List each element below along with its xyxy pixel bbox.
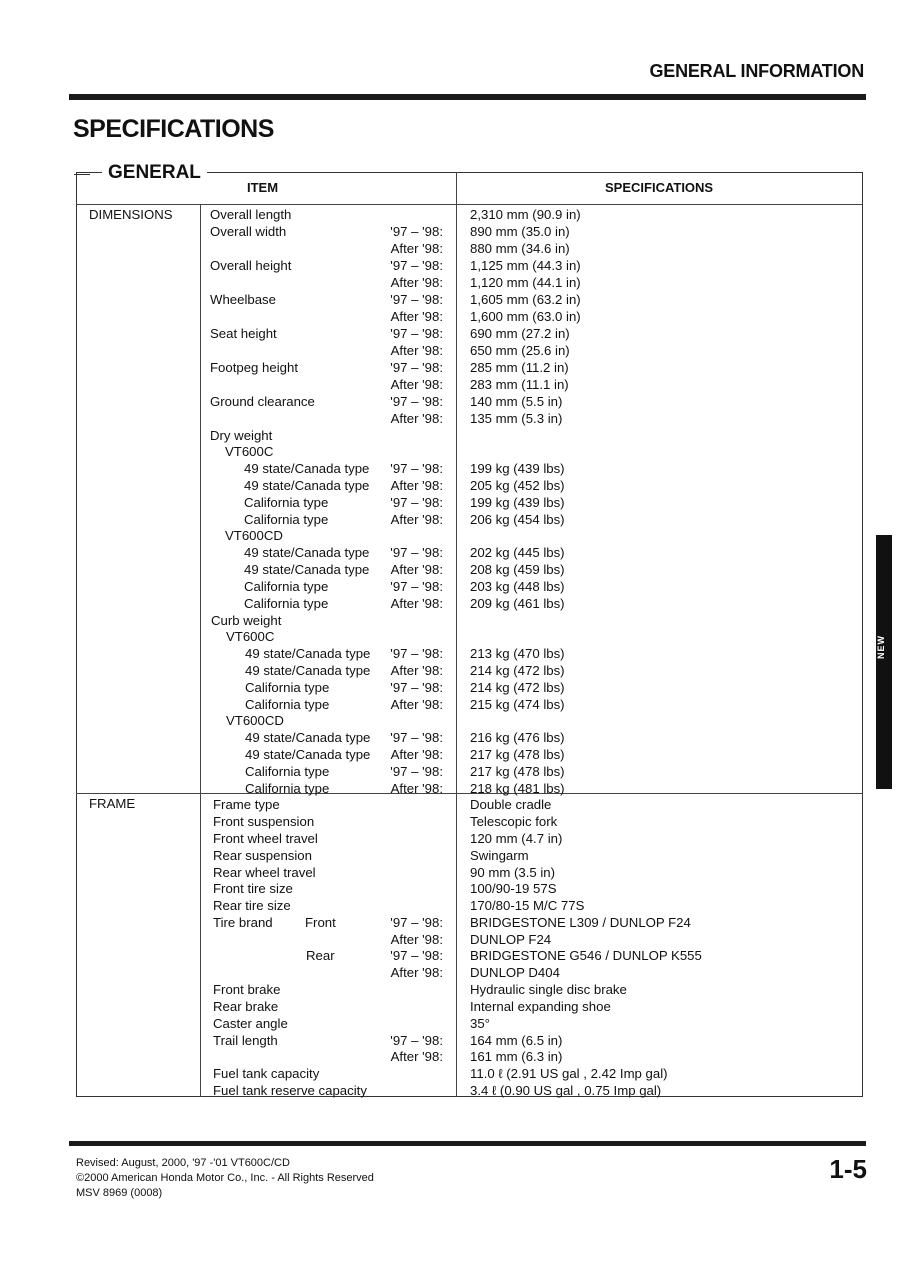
spec-value: 140 mm (5.5 in): [470, 394, 563, 409]
period-label: '97 – '98:: [390, 292, 443, 307]
spec-value: 880 mm (34.6 in): [470, 241, 570, 256]
item-label: Tire brand: [213, 915, 273, 930]
col-divider-spec: [456, 172, 457, 1097]
header-divider: [76, 204, 863, 205]
item-label: Rear wheel travel: [213, 865, 316, 880]
item-label: Fuel tank capacity: [213, 1066, 320, 1081]
item-label: Overall height: [210, 258, 292, 273]
item-label: California type: [245, 764, 330, 779]
period-label: After '98:: [390, 562, 443, 577]
period-label: After '98:: [390, 343, 443, 358]
footer-copyright: ©2000 American Honda Motor Co., Inc. - All Rights Reserved: [76, 1172, 374, 1184]
item-label: 49 state/Canada type: [245, 747, 371, 762]
spec-value: 2,310 mm (90.9 in): [470, 207, 581, 222]
spec-value: Double cradle: [470, 797, 552, 812]
spec-value: DUNLOP D404: [470, 965, 560, 980]
period-label: After '98:: [390, 512, 443, 527]
period-label: '97 – '98:: [390, 461, 443, 476]
period-label: '97 – '98:: [390, 579, 443, 594]
item-label: Frame type: [213, 797, 280, 812]
item-label: Seat height: [210, 326, 277, 341]
spec-value: Telescopic fork: [470, 814, 558, 829]
spec-value: 214 kg (472 lbs): [470, 680, 565, 695]
spec-value: 890 mm (35.0 in): [470, 224, 570, 239]
item-sublabel: Rear: [306, 948, 335, 963]
spec-value: Internal expanding shoe: [470, 999, 611, 1014]
item-label: Rear tire size: [213, 898, 291, 913]
spec-value: 199 kg (439 lbs): [470, 495, 565, 510]
spec-value: 205 kg (452 lbs): [470, 478, 565, 493]
item-label: Front suspension: [213, 814, 315, 829]
item-label: Footpeg height: [210, 360, 298, 375]
spec-value: 11.0 ℓ (2.91 US gal , 2.42 Imp gal): [470, 1066, 668, 1081]
item-label: VT600CD: [226, 713, 284, 728]
spec-value: 170/80-15 M/C 77S: [470, 898, 585, 913]
item-label: Front wheel travel: [213, 831, 318, 846]
spec-value: 199 kg (439 lbs): [470, 461, 565, 476]
period-label: After '98:: [390, 663, 443, 678]
spec-value: 209 kg (461 lbs): [470, 596, 565, 611]
spec-value: 218 kg (481 lbs): [470, 781, 565, 796]
item-label: Overall length: [210, 207, 292, 222]
item-label: California type: [245, 781, 330, 796]
column-header-item: ITEM: [247, 180, 279, 195]
spec-value: BRIDGESTONE L309 / DUNLOP F24: [470, 915, 691, 930]
period-label: '97 – '98:: [390, 224, 443, 239]
spec-value: 208 kg (459 lbs): [470, 562, 565, 577]
spec-value: DUNLOP F24: [470, 932, 552, 947]
period-label: After '98:: [390, 596, 443, 611]
spec-value: 3.4 ℓ (0.90 US gal , 0.75 Imp gal): [470, 1083, 662, 1098]
item-label: California type: [245, 680, 330, 695]
subsection-label: GENERAL: [102, 162, 207, 184]
period-label: After '98:: [390, 781, 443, 796]
item-label: Curb weight: [211, 613, 282, 628]
item-label: Wheelbase: [210, 292, 276, 307]
spec-value: 206 kg (454 lbs): [470, 512, 565, 527]
period-label: After '98:: [390, 747, 443, 762]
spec-value: 161 mm (6.3 in): [470, 1049, 563, 1064]
item-label: 49 state/Canada type: [244, 461, 370, 476]
spec-value: 213 kg (470 lbs): [470, 646, 565, 661]
spec-value: Hydraulic single disc brake: [470, 982, 627, 997]
period-label: '97 – '98:: [390, 1033, 443, 1048]
spec-value: 214 kg (472 lbs): [470, 663, 565, 678]
page-title: SPECIFICATIONS: [73, 115, 274, 143]
spec-value: 217 kg (478 lbs): [470, 764, 565, 779]
spec-value: 1,605 mm (63.2 in): [470, 292, 581, 307]
period-label: '97 – '98:: [390, 326, 443, 341]
category-label: DIMENSIONS: [89, 207, 173, 222]
spec-value: 283 mm (11.1 in): [470, 377, 569, 392]
item-label: 49 state/Canada type: [244, 545, 370, 560]
item-label: California type: [244, 512, 329, 527]
item-label: Rear brake: [213, 999, 279, 1014]
item-label: California type: [244, 596, 329, 611]
period-label: '97 – '98:: [390, 394, 443, 409]
item-label: Front brake: [213, 982, 281, 997]
category-label: FRAME: [89, 796, 136, 811]
item-label: California type: [244, 579, 329, 594]
footer-revision: Revised: August, 2000, '97 -'01 VT600C/CD: [76, 1157, 290, 1169]
item-label: Dry weight: [210, 428, 273, 443]
item-label: California type: [244, 495, 329, 510]
spec-value: 216 kg (476 lbs): [470, 730, 565, 745]
header-rule: [69, 94, 866, 100]
footer-rule: [69, 1141, 866, 1146]
spec-value: 120 mm (4.7 in): [470, 831, 563, 846]
page-number: 1-5: [829, 1154, 867, 1184]
period-label: '97 – '98:: [390, 764, 443, 779]
item-label: 49 state/Canada type: [244, 478, 370, 493]
spec-value: 217 kg (478 lbs): [470, 747, 565, 762]
item-label: Front tire size: [213, 881, 293, 896]
period-label: '97 – '98:: [390, 495, 443, 510]
period-label: After '98:: [390, 965, 443, 980]
item-label: 49 state/Canada type: [244, 562, 370, 577]
item-label: Trail length: [213, 1033, 278, 1048]
spec-value: 690 mm (27.2 in): [470, 326, 570, 341]
spec-value: 285 mm (11.2 in): [470, 360, 569, 375]
item-label: VT600CD: [225, 528, 283, 543]
item-label: Ground clearance: [210, 394, 315, 409]
spec-value: 1,120 mm (44.1 in): [470, 275, 581, 290]
item-label: Fuel tank reserve capacity: [213, 1083, 367, 1098]
spec-value: 215 kg (474 lbs): [470, 697, 565, 712]
footer-code: MSV 8969 (0008): [76, 1187, 163, 1199]
item-label: California type: [245, 697, 330, 712]
period-label: After '98:: [390, 309, 443, 324]
spec-value: 1,125 mm (44.3 in): [470, 258, 581, 273]
item-label: 49 state/Canada type: [245, 730, 371, 745]
period-label: '97 – '98:: [390, 948, 443, 963]
spec-value: 203 kg (448 lbs): [470, 579, 565, 594]
item-label: VT600C: [226, 629, 275, 644]
spec-value: 90 mm (3.5 in): [470, 865, 556, 880]
spec-value: 100/90-19 57S: [470, 881, 557, 896]
spec-value: 650 mm (25.6 in): [470, 343, 570, 358]
item-label: 49 state/Canada type: [245, 646, 371, 661]
period-label: '97 – '98:: [390, 360, 443, 375]
period-label: After '98:: [390, 478, 443, 493]
col-divider-category: [200, 204, 201, 1097]
item-sublabel: Front: [305, 915, 336, 930]
period-label: After '98:: [390, 411, 443, 426]
period-label: After '98:: [390, 932, 443, 947]
period-label: '97 – '98:: [390, 915, 443, 930]
item-label: Overall width: [210, 224, 287, 239]
item-label: VT600C: [225, 444, 274, 459]
item-label: Rear suspension: [213, 848, 312, 863]
side-tab-new: NEW: [876, 535, 892, 789]
section-header: GENERAL INFORMATION: [649, 61, 864, 81]
spec-value: 202 kg (445 lbs): [470, 545, 565, 560]
period-label: '97 – '98:: [390, 545, 443, 560]
item-label: Caster angle: [213, 1016, 288, 1031]
period-label: '97 – '98:: [390, 680, 443, 695]
spec-value: BRIDGESTONE G546 / DUNLOP K555: [470, 948, 702, 963]
period-label: After '98:: [390, 377, 443, 392]
spec-value: 1,600 mm (63.0 in): [470, 309, 581, 324]
column-header-specifications: SPECIFICATIONS: [605, 180, 714, 195]
period-label: After '98:: [390, 275, 443, 290]
period-label: After '98:: [390, 1049, 443, 1064]
spec-value: 135 mm (5.3 in): [470, 411, 563, 426]
spec-value: 164 mm (6.5 in): [470, 1033, 563, 1048]
period-label: '97 – '98:: [390, 730, 443, 745]
spec-value: 35°: [470, 1016, 490, 1031]
spec-value: Swingarm: [470, 848, 529, 863]
period-label: After '98:: [390, 697, 443, 712]
period-label: '97 – '98:: [390, 258, 443, 273]
item-label: 49 state/Canada type: [245, 663, 371, 678]
period-label: '97 – '98:: [390, 646, 443, 661]
period-label: After '98:: [390, 241, 443, 256]
